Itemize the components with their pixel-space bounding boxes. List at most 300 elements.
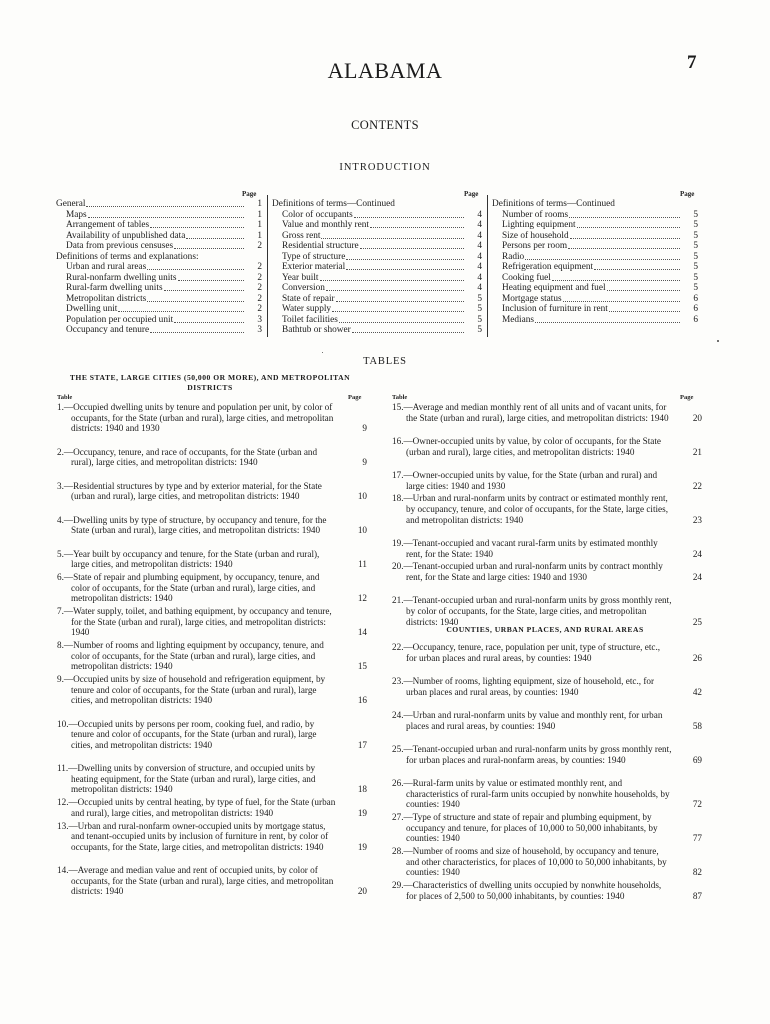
index-entry-label: Arrangement of tables xyxy=(66,220,150,230)
column-divider xyxy=(267,195,268,337)
table-entry-number: 17. xyxy=(392,470,404,480)
table-entry-text: Owner-occupied units by value, for the State (urban and rural) and large cities: 1940 and 1930 xyxy=(406,470,658,491)
dash: — xyxy=(403,470,413,480)
tables-heading: TABLES xyxy=(363,356,407,367)
index-entry-page: 2 xyxy=(257,283,262,293)
index-entry xyxy=(56,262,262,273)
index-entry-page: 6 xyxy=(693,293,698,304)
intro-column-3 xyxy=(492,199,698,325)
index-entry-page: 2 xyxy=(257,293,262,304)
intro-page-label-1: Page xyxy=(242,190,257,198)
index-entry-page: 2 xyxy=(257,304,262,314)
index-entry-page: 5 xyxy=(693,241,698,251)
table-entry-text: Occupied units by persons per room, cooking fuel, and radio, by tenure and color of occupants, for the State (urban and rural), large cities, and metropolitan districts: 1940 xyxy=(71,718,317,750)
index-entry xyxy=(56,273,262,284)
index-entry-label: Radio xyxy=(502,251,525,262)
index-entry-label: Persons per room xyxy=(502,241,568,251)
table-entry xyxy=(57,763,367,795)
dot-leader xyxy=(607,290,680,291)
table-entry-text: Owner-occupied units by value, by color of occupants, for the State (urban and rural), large cities, and metropolitan districts: 1940 xyxy=(406,436,661,457)
index-entry-label: Exterior material xyxy=(282,262,346,272)
index-entry-page: 6 xyxy=(693,304,698,314)
table-entry-number: 26. xyxy=(392,778,404,788)
index-entry xyxy=(56,325,262,336)
index-entry-page: 5 xyxy=(693,220,698,230)
dot-leader xyxy=(594,269,680,270)
index-entry-page: 6 xyxy=(693,314,698,325)
page-label-left: Page xyxy=(348,394,362,401)
index-entry-label: Year built xyxy=(282,272,319,283)
table-entry-text: Type of structure and state of repair and plumbing equipment, by occupancy and tenure, for places of 10,000 to 50,000 inhabitants, by counties: 1940 xyxy=(406,812,658,844)
index-entry-page: 4 xyxy=(477,283,482,293)
table-entry-number: 25. xyxy=(392,744,404,754)
table-entry xyxy=(392,402,702,423)
dash: — xyxy=(63,446,74,457)
table-entry-number: 22. xyxy=(392,642,404,652)
table-entry-text: Occupancy, tenure, race, population per unit, type of structure, etc., for urban places and rural areas, by counties: 1940 xyxy=(406,642,661,663)
dash: — xyxy=(63,514,74,525)
table-entry-page: 22 xyxy=(692,480,702,491)
index-entry xyxy=(272,252,482,263)
dash: — xyxy=(403,493,413,504)
dot-leader xyxy=(525,259,680,260)
index-entry-label: Population per occupied unit xyxy=(66,314,174,325)
index-entry-page: 1 xyxy=(257,199,262,209)
dash: — xyxy=(403,538,413,548)
index-entry-page: 5 xyxy=(693,283,698,293)
dash: — xyxy=(403,436,413,446)
dot-leader xyxy=(86,206,244,207)
index-entry xyxy=(56,283,262,294)
dot-leader xyxy=(570,238,680,239)
table-entry-page: 9 xyxy=(362,457,367,468)
table-entry-page: 17 xyxy=(357,739,367,750)
table-entry-text: State of repair and plumbing equipment, by occupancy, tenure, and color of occupants, for the State (urban and rural), large cities, and metropolitan districts: 1940 xyxy=(71,572,320,604)
index-entry-label: Residential structure xyxy=(282,241,359,251)
table-entry xyxy=(392,436,702,457)
dot-leader xyxy=(569,217,680,218)
table-entry xyxy=(57,821,367,853)
table-entry xyxy=(57,797,367,818)
index-entry-label: Occupancy and tenure xyxy=(66,325,150,335)
index-entry-page: 3 xyxy=(257,325,262,335)
index-entry xyxy=(56,210,262,221)
table-entry-page: 12 xyxy=(357,593,367,604)
index-entry xyxy=(492,273,698,284)
table-entry-page: 9 xyxy=(362,423,367,434)
dot-leader xyxy=(370,227,464,228)
index-entry-page: 4 xyxy=(477,251,482,262)
dot-leader xyxy=(354,217,464,218)
table-entry-number: 23. xyxy=(392,676,404,686)
page-title: ALABAMA xyxy=(327,58,443,83)
dot-leader xyxy=(577,227,680,228)
index-entry-page: 5 xyxy=(477,293,482,304)
table-entry-text: Characteristics of dwelling units occupied by nonwhite households, for places of 2,500 to 50,000 inhabitants, by counties: 1940 xyxy=(406,880,662,901)
index-entry xyxy=(272,231,482,242)
dot-leader xyxy=(178,280,244,281)
index-entry-label: Definitions of terms and explanations: xyxy=(56,251,199,262)
dot-leader xyxy=(174,248,244,249)
table-entry-text: Number of rooms and lighting equipment by occupancy, tenure, and color of occupants, for the State (urban and rural), large cities, and metropolitan districts: 1940 xyxy=(71,640,324,672)
index-entry-page: 5 xyxy=(693,251,698,262)
index-entry-page: 2 xyxy=(257,272,262,283)
dot-leader xyxy=(320,280,464,281)
index-entry-page: 4 xyxy=(477,262,482,272)
table-entry-text: Rural-farm units by value or estimated monthly rent, and characteristics of rural-farm units occupied by nonwhite households, by counties: 1940 xyxy=(406,778,670,810)
dash: — xyxy=(68,763,78,774)
table-entry xyxy=(57,640,367,672)
index-entry-label: Color of occupants xyxy=(282,209,353,220)
dot-leader xyxy=(346,259,464,260)
index-entry-label: Mortgage status xyxy=(502,293,562,304)
index-entry xyxy=(492,315,698,326)
dot-leader xyxy=(336,301,464,302)
table-entry-number: 19. xyxy=(392,538,404,548)
table-entry xyxy=(57,606,367,638)
dot-leader xyxy=(321,238,464,239)
intro-column-2 xyxy=(272,199,482,336)
index-entry xyxy=(56,315,262,326)
page-label-right: Page xyxy=(680,394,694,401)
index-entry-label: Refrigeration equipment xyxy=(502,262,594,272)
dash: — xyxy=(68,718,78,729)
index-entry-label: Data from previous censuses xyxy=(66,241,174,251)
index-entry xyxy=(492,294,698,305)
index-entry-label: Dwelling unit xyxy=(66,304,118,314)
table-entry-number: 16. xyxy=(392,436,404,446)
table-entry-page: 21 xyxy=(692,446,702,457)
table-entry-number: 29. xyxy=(392,880,404,890)
dash: — xyxy=(403,595,413,606)
dash: — xyxy=(68,865,78,876)
table-entry-number: 24. xyxy=(392,710,404,720)
speck xyxy=(322,352,323,353)
table-entry-page: 19 xyxy=(357,807,367,818)
table-entry-page: 11 xyxy=(358,559,367,570)
table-entry xyxy=(392,493,702,525)
dot-leader xyxy=(150,332,244,333)
table-entry-number: 7. xyxy=(57,606,64,616)
table-entry xyxy=(392,846,702,878)
intro-column-1 xyxy=(56,199,262,336)
index-entry xyxy=(272,294,482,305)
index-entry xyxy=(56,252,262,263)
dot-leader xyxy=(568,248,680,249)
dot-leader xyxy=(563,301,680,302)
table-entry-text: Tenant-occupied and vacant rural-farm units by estimated monthly rent, for the State: 1940 xyxy=(406,538,658,559)
table-entry-text: Average and median value and rent of occupied units, by color of occupants, for the State (urban and rural), large cities, and metropolitan districts: 1940 xyxy=(71,865,334,897)
index-entry xyxy=(492,241,698,252)
table-entry-page: 10 xyxy=(357,491,367,502)
index-entry xyxy=(492,231,698,242)
dash: — xyxy=(63,572,74,582)
dash: — xyxy=(63,606,74,616)
table-entry-text: Urban and rural-nonfarm units by value and monthly rent, for urban places and rural areas, by counties: 1940 xyxy=(406,710,663,731)
index-entry-page: 1 xyxy=(257,230,262,241)
index-entry xyxy=(272,273,482,284)
index-entry xyxy=(56,199,262,210)
index-entry-label: Toilet facilities xyxy=(282,314,338,325)
index-entry-label: Availability of unpublished data xyxy=(66,230,186,241)
dot-leader xyxy=(326,290,464,291)
table-entry xyxy=(57,865,367,897)
table-entry xyxy=(392,778,702,810)
index-entry-page: 4 xyxy=(477,272,482,283)
table-entry-text: Occupancy, tenure, and race of occupants, for the State (urban and rural), large cities, and metropolitan districts: 1940 xyxy=(71,446,318,468)
index-entry-label: Number of rooms xyxy=(502,209,569,220)
dot-leader xyxy=(118,311,244,312)
table-entry xyxy=(57,549,367,570)
introduction-heading: INTRODUCTION xyxy=(339,162,431,173)
table-label-left: Table xyxy=(57,394,73,401)
index-entry xyxy=(492,304,698,315)
dash: — xyxy=(68,820,78,831)
index-entry-label: Metropolitan districts xyxy=(66,293,147,304)
table-entry xyxy=(392,470,702,491)
table-entry-text: Number of rooms and size of household, by occupancy and tenure, and other characteristics, for places of 10,000 to 50,000 inhabitants, by counties: 1940 xyxy=(406,846,667,878)
table-entry-page: 82 xyxy=(692,867,702,878)
index-entry xyxy=(56,304,262,315)
page-number: 7 xyxy=(687,52,697,73)
index-entry-page: 4 xyxy=(477,220,482,230)
index-entry-page: 4 xyxy=(477,241,482,251)
table-entry-text: Year built by occupancy and tenure, for the State (urban and rural), large cities, and metropolitan districts: 1940 xyxy=(71,548,320,570)
dash: — xyxy=(63,640,74,650)
table-entry xyxy=(57,447,367,468)
index-entry-label: General xyxy=(56,199,86,209)
dash: — xyxy=(63,548,74,559)
index-entry xyxy=(272,315,482,326)
table-entry-number: 5. xyxy=(57,548,64,559)
table-entry-text: Urban and rural-nonfarm owner-occupied units by mortgage status, and tenant-occupied units by inclusion of furniture in rent, by color of occupants, for the State, large cities, and metropolitan districts: 1940 xyxy=(71,820,329,852)
table-entry xyxy=(57,481,367,502)
index-entry xyxy=(492,283,698,294)
dot-leader xyxy=(339,322,464,323)
index-entry xyxy=(272,199,482,210)
intro-page-label-3: Page xyxy=(680,190,695,198)
table-entry-page: 10 xyxy=(357,525,367,536)
table-entry xyxy=(392,744,702,765)
index-entry xyxy=(56,220,262,231)
table-entry-page: 15 xyxy=(357,661,367,672)
table-entry-page: 69 xyxy=(692,754,702,765)
index-entry-page: 5 xyxy=(477,304,482,314)
dot-leader xyxy=(552,280,680,281)
index-entry-label: Cooking fuel xyxy=(502,272,551,283)
table-entry xyxy=(57,674,367,706)
dash: — xyxy=(403,744,413,754)
column-divider xyxy=(487,195,488,337)
dot-leader xyxy=(174,322,244,323)
table-entry-page: 42 xyxy=(692,686,702,697)
dash: — xyxy=(403,778,413,788)
table-entry-page: 26 xyxy=(692,652,702,663)
table-entry-page: 58 xyxy=(692,720,702,731)
table-entry-text: Water supply, toilet, and bathing equipment, by occupancy and tenure, for the State (urban and rural), large cities, and metropolitan districts: 1940 xyxy=(71,606,332,638)
table-entry xyxy=(392,561,702,582)
table-entry-number: 28. xyxy=(392,846,404,856)
table-entry-number: 20. xyxy=(392,561,404,572)
table-entry-text: Tenant-occupied urban and rural-nonfarm units by gross monthly rent, by color of occupants, for the State, large cities, and metropolitan districts: 1940 xyxy=(406,595,672,627)
dot-leader xyxy=(164,290,244,291)
index-entry xyxy=(272,262,482,273)
table-entry-page: 24 xyxy=(692,548,702,559)
table-entry-number: 3. xyxy=(57,480,64,491)
index-entry xyxy=(492,252,698,263)
table-entry-page: 20 xyxy=(692,412,702,423)
index-entry xyxy=(492,220,698,231)
index-entry-label: Conversion xyxy=(282,283,325,293)
dash: — xyxy=(68,797,78,808)
table-entry-text: Occupied dwelling units by tenure and population per unit, by color of occupants, for the State (urban and rural), large cities, and metropolitan districts: 1940 and 1930 xyxy=(71,402,334,434)
table-entry-page: 24 xyxy=(692,571,702,582)
left-subheading: THE STATE, LARGE CITIES (50,000 OR MORE), AND METROPOLITAN DISTRICTS xyxy=(69,373,351,392)
index-entry-page: 1 xyxy=(257,220,262,230)
index-entry-page: 5 xyxy=(693,272,698,283)
contents-heading: CONTENTS xyxy=(351,118,419,132)
table-entry-text: Urban and rural-nonfarm units by contract or estimated monthly rent, by occupancy, tenure, and color of occupants, for the State, large cities, and metropolitan districts: 1940 xyxy=(406,493,668,525)
table-entry-page: 14 xyxy=(357,627,367,638)
table-entry xyxy=(57,572,367,604)
index-entry-label: Type of structure xyxy=(282,251,346,262)
table-entry-number: 15. xyxy=(392,402,404,412)
index-entry-page: 5 xyxy=(477,314,482,325)
table-entry xyxy=(392,595,702,627)
dot-leader xyxy=(150,227,244,228)
index-entry-label: State of repair xyxy=(282,293,335,304)
index-entry-page: 4 xyxy=(477,209,482,220)
index-entry-label: Gross rent xyxy=(282,230,321,241)
index-entry xyxy=(272,325,482,336)
table-entry-text: Occupied units by central heating, by type of fuel, for the State (urban and rural), large cities, and metropolitan districts: 1940 xyxy=(71,797,336,818)
dash: — xyxy=(403,676,413,686)
index-entry-label: Urban and rural areas xyxy=(66,262,147,272)
table-entry-number: 2. xyxy=(57,446,64,457)
table-entry-page: 23 xyxy=(692,514,702,525)
dash: — xyxy=(403,402,413,412)
table-entry xyxy=(392,538,702,559)
index-entry xyxy=(56,231,262,242)
index-entry-label: Rural-nonfarm dwelling units xyxy=(66,272,177,283)
dot-leader xyxy=(346,269,464,270)
index-entry xyxy=(492,210,698,221)
dash: — xyxy=(403,846,413,856)
table-entry-number: 4. xyxy=(57,514,64,525)
dot-leader xyxy=(88,217,244,218)
table-entry-text: Dwelling units by type of structure, by occupancy and tenure, for the State (urban and rural), large cities, and metropolitan districts: 1940 xyxy=(71,514,327,536)
intro-page-label-2: Page xyxy=(464,190,479,198)
index-entry-page: 5 xyxy=(477,325,482,335)
table-entry-page: 18 xyxy=(357,784,367,795)
table-entry-number: 27. xyxy=(392,812,404,822)
index-entry-label: Value and monthly rent xyxy=(282,220,370,230)
table-entry-text: Residential structures by type and by exterior material, for the State (urban and rural), large cities, and metropolitan districts: 1940 xyxy=(71,480,322,502)
index-entry-label: Inclusion of furniture in rent xyxy=(502,304,608,314)
index-entry xyxy=(272,210,482,221)
table-entry-page: 19 xyxy=(357,841,367,852)
index-entry xyxy=(492,262,698,273)
dash: — xyxy=(63,480,74,491)
table-entry-page: 16 xyxy=(357,695,367,706)
index-entry xyxy=(56,241,262,252)
table-entry-number: 8. xyxy=(57,640,64,650)
table-entry-text: Tenant-occupied urban and rural-nonfarm units by gross monthly rent, for urban places and rural-nonfarm areas, by counties: 1940 xyxy=(406,744,672,765)
index-entry-page: 1 xyxy=(257,209,262,220)
index-entry-label: Lighting equipment xyxy=(502,220,576,230)
table-entry-text: Tenant-occupied urban and rural-nonfarm units by contract monthly rent, for the State and large cities: 1940 and 1930 xyxy=(406,561,663,582)
index-entry-label: Rural-farm dwelling units xyxy=(66,283,163,293)
dash: — xyxy=(63,402,74,412)
index-entry-label: Maps xyxy=(66,209,87,220)
dot-leader xyxy=(535,322,680,323)
index-entry-page: 3 xyxy=(257,314,262,325)
dot-leader xyxy=(186,238,244,239)
index-entry xyxy=(272,283,482,294)
index-entry-label: Size of household xyxy=(502,230,569,241)
index-entry-page: 4 xyxy=(477,230,482,241)
index-entry-page: 2 xyxy=(257,262,262,272)
index-entry-label: Heating equipment and fuel xyxy=(502,283,606,293)
table-entry-page: 72 xyxy=(692,799,702,810)
dot-leader xyxy=(147,269,244,270)
speck xyxy=(717,340,719,342)
table-entry-number: 21. xyxy=(392,595,404,606)
dash: — xyxy=(403,710,413,720)
table-entry-number: 18. xyxy=(392,493,404,504)
table-entry-text: Average and median monthly rent of all units and of vacant units, for the State (urban and rural), large cities, and metropolitan districts: 1940 xyxy=(406,402,669,423)
index-entry-label: Definitions of terms—Continued xyxy=(272,199,395,209)
table-entry-number: 6. xyxy=(57,572,64,582)
index-entry-label: Medians xyxy=(502,314,535,325)
table-entry-page: 20 xyxy=(357,886,367,897)
table-entry xyxy=(392,880,702,901)
index-entry-label: Water supply xyxy=(282,304,332,314)
index-entry xyxy=(272,304,482,315)
index-entry-label: Definitions of terms—Continued xyxy=(492,199,615,209)
table-entry-number: 10. xyxy=(57,718,69,729)
dot-leader xyxy=(332,311,464,312)
table-entry-page: 25 xyxy=(692,616,702,627)
table-entry-page: 77 xyxy=(692,833,702,844)
table-label-right: Table xyxy=(392,394,408,401)
table-entry xyxy=(57,719,367,751)
table-entry-number: 1. xyxy=(57,402,64,412)
index-entry xyxy=(272,220,482,231)
dash: — xyxy=(63,674,74,684)
table-entry-number: 9. xyxy=(57,674,64,684)
table-entry-text: Occupied units by size of household and refrigeration equipment, by tenure and color of occupants, for the State (urban and rural), large cities, and metropolitan districts: 1940 xyxy=(71,674,326,706)
table-entry-number: 13. xyxy=(57,820,69,831)
dash: — xyxy=(403,812,413,822)
table-entry-number: 11. xyxy=(57,763,69,774)
table-entry xyxy=(392,710,702,731)
table-entry xyxy=(392,812,702,844)
dot-leader xyxy=(360,248,464,249)
index-entry xyxy=(56,294,262,305)
dash: — xyxy=(403,880,413,890)
dot-leader xyxy=(609,311,680,312)
table-entry xyxy=(57,402,367,434)
dot-leader xyxy=(352,332,464,333)
index-entry-page: 5 xyxy=(693,209,698,220)
dot-leader xyxy=(147,301,244,302)
dash: — xyxy=(403,642,413,652)
table-entry-text: Dwelling units by conversion of structure, and occupied units by heating equipment, for the State (urban and rural), large cities, and metropolitan districts: 1940 xyxy=(71,763,316,795)
right-subheading: COUNTIES, URBAN PLACES, AND RURAL AREAS xyxy=(446,625,644,634)
dash: — xyxy=(403,561,413,572)
table-entry-page: 87 xyxy=(692,890,702,901)
